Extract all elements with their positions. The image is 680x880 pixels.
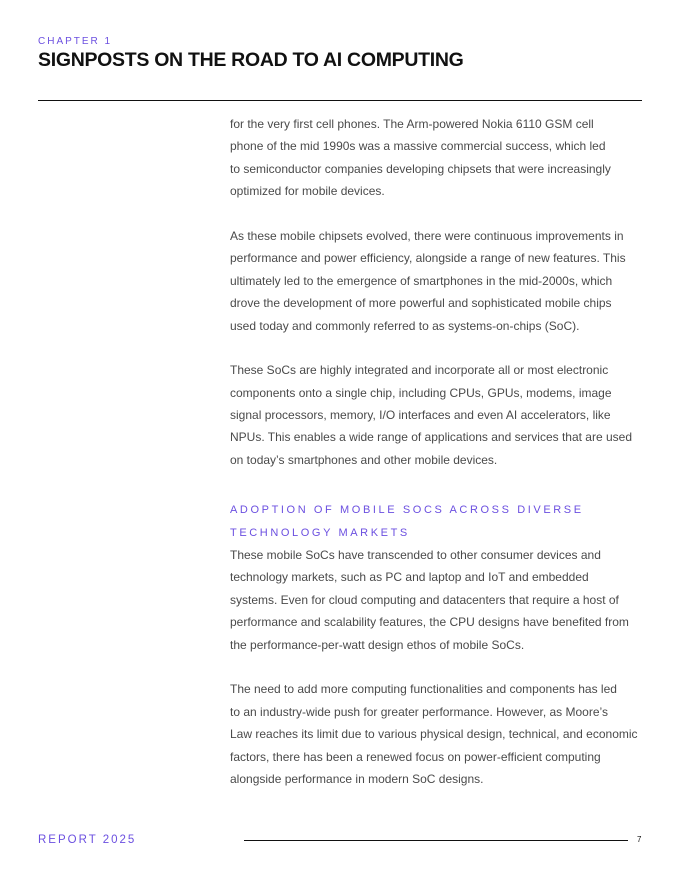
paragraphs-after: [230, 544, 650, 790]
paragraph-line: NPUs. This enables a wide range of applications and services that are used: [230, 430, 633, 445]
paragraph-line: drove the development of more powerful and sophisticated mobile chips: [230, 296, 612, 311]
paragraph: [230, 678, 650, 790]
paragraph-line: The need to add more computing functionalities and components has led: [230, 682, 617, 697]
paragraph: [230, 544, 650, 656]
header-divider: [38, 100, 642, 101]
paragraph-line: components onto a single chip, including CPUs, GPUs, modems, image: [230, 385, 612, 400]
paragraph: [230, 359, 650, 471]
paragraph: [230, 113, 650, 203]
chapter-label: CHAPTER 1: [38, 36, 113, 47]
paragraph-line: for the very first cell phones. The Arm-powered Nokia 6110 GSM cell: [230, 117, 594, 131]
paragraph-line: alongside performance in modern SoC designs.: [230, 771, 484, 786]
paragraph-line: technology markets, such as PC and laptop and IoT and embedded: [230, 570, 589, 585]
footer-divider: [244, 840, 628, 841]
paragraph-line: the performance-per-watt design ethos of mobile SoCs.: [230, 637, 525, 652]
paragraph-line: optimized for mobile devices.: [230, 184, 385, 199]
paragraph-line: performance and power efficiency, alongside a range of new features. This: [230, 251, 626, 266]
page-title: SIGNPOSTS ON THE ROAD TO AI COMPUTING: [38, 49, 464, 71]
paragraph-line: phone of the mid 1990s was a massive commercial success, which led: [230, 139, 606, 154]
footer-report-label: REPORT 2025: [38, 834, 137, 846]
section-subheading: [230, 499, 650, 544]
paragraph-line: factors, there has been a renewed focus on power-efficient computing: [230, 749, 601, 764]
subheading-line: ADOPTION OF MOBILE SOCS ACROSS DIVERSE: [230, 504, 584, 517]
paragraph-line: on today’s smartphones and other mobile devices.: [230, 452, 498, 467]
paragraph-line: performance and scalability features, the CPU designs have benefited from: [230, 615, 629, 630]
paragraph-line: As these mobile chipsets evolved, there were continuous improvements in: [230, 228, 624, 243]
page-number: 7: [637, 835, 642, 844]
paragraph: [230, 225, 650, 337]
paragraph-line: signal processors, memory, I/O interfaces and even AI accelerators, like: [230, 408, 611, 423]
paragraphs-before: [230, 113, 650, 471]
paragraph-line: These SoCs are highly integrated and incorporate all or most electronic: [230, 363, 609, 378]
paragraph-line: to semiconductor companies developing chipsets that were increasingly: [230, 161, 611, 176]
subheading-line: TECHNOLOGY MARKETS: [230, 526, 410, 539]
paragraph-line: ultimately led to the emergence of smartphones in the mid-2000s, which: [230, 273, 613, 288]
paragraph-line: used today and commonly referred to as systems-on-chips (SoC).: [230, 318, 580, 333]
paragraph-line: Law reaches its limit due to various physical design, technical, and economic: [230, 727, 638, 742]
body-text: [230, 113, 650, 813]
paragraph-line: These mobile SoCs have transcended to other consumer devices and: [230, 548, 601, 563]
paragraph-line: systems. Even for cloud computing and datacenters that require a host of: [230, 592, 619, 607]
paragraph-line: to an industry-wide push for greater performance. However, as Moore’s: [230, 704, 608, 719]
